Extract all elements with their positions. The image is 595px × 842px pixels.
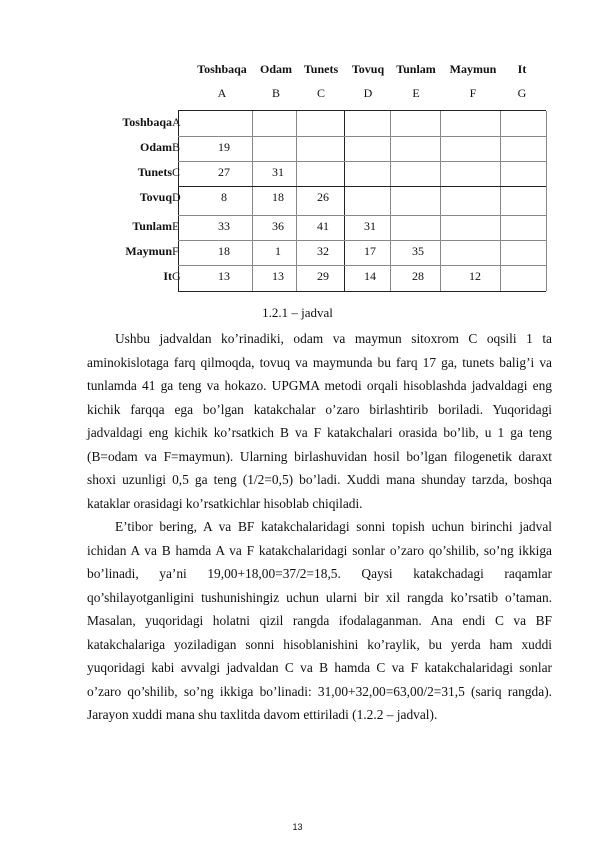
row-letter: B <box>172 140 181 154</box>
grid-line <box>252 111 253 291</box>
matrix-cell: 28 <box>412 269 424 283</box>
row-header <box>100 135 200 160</box>
row-name: It <box>163 269 172 283</box>
matrix-cell: 19 <box>218 140 230 154</box>
body-text <box>87 327 552 727</box>
column-letter: G <box>517 86 527 100</box>
row-name: Maymun <box>125 244 172 258</box>
matrix-cell: 41 <box>317 219 329 233</box>
matrix-cell: 14 <box>364 269 376 283</box>
table-caption: 1.2.1 – jadval <box>262 305 333 320</box>
grid-line <box>390 111 391 291</box>
row-name: Tunets <box>137 165 172 179</box>
row-letter: C <box>172 165 181 179</box>
row-letter: E <box>172 219 180 233</box>
column-letter: D <box>363 86 373 100</box>
row-header <box>100 264 200 289</box>
row-name: Tovuq <box>139 190 172 204</box>
row-letter: A <box>172 115 181 129</box>
matrix-cell: 27 <box>218 165 230 179</box>
matrix-cell: 8 <box>221 190 227 204</box>
grid-line <box>546 111 547 291</box>
matrix-cell: 31 <box>272 165 284 179</box>
matrix-cell: 35 <box>412 244 424 258</box>
row-name: Toshbaqa <box>122 115 172 129</box>
column-name: Maymun <box>449 62 497 76</box>
row-name: Tunlam <box>132 219 172 233</box>
matrix-cell: 13 <box>218 269 230 283</box>
row-name: Odam <box>139 140 172 154</box>
column-header <box>492 62 552 100</box>
column-name: Tovuq <box>351 62 385 76</box>
grid-line <box>440 111 441 291</box>
row-header <box>100 214 200 239</box>
column-header <box>192 62 252 100</box>
row-header <box>100 110 200 135</box>
column-name: Toshbaqa <box>197 62 247 76</box>
matrix-cell: 33 <box>218 219 230 233</box>
row-letter: D <box>172 190 181 204</box>
row-letter: F <box>172 244 179 258</box>
matrix-cell: 29 <box>317 269 329 283</box>
matrix-cell: 31 <box>364 219 376 233</box>
column-letter: E <box>412 86 420 100</box>
matrix-cell: 36 <box>272 219 284 233</box>
matrix-cell: 17 <box>364 244 376 258</box>
column-name: Tunets <box>303 62 339 76</box>
row-header <box>100 160 200 185</box>
row-header <box>100 239 200 264</box>
matrix-cell: 12 <box>469 269 481 283</box>
paragraph-2: E’tibor bering, A va BF katakchalaridagi sonni topish uchun birinchi jadval ichidan A va B hamda A va F katakchalaridagi sonlar o’zaro qo’shilib, so’ng ikkiga bo’linadi, ya’ni 19,00+18,00=37/2=18,5. Qaysi katakchadagi raqamlar qo’shilayotganligini tushunishingiz uchun ularni bir xil rangda ko’rsatib o’taman. Masalan, yuqoridagi holatni qizil rangda ifodalaganman. Ana endi C va BF katakchalariga yoziladigan sonni hisoblanishini ko’raylik, bu yerda ham xuddi yuqoridagi kabi avvalgi jadvaldan C va B hamda C va F katakchalaridagi sonlar o’zaro qo’shilib, so’ng ikkiga bo’linadi: 31,00+32,00=63,00/2=31,5 (sariq rangda). Jarayon xuddi mana shu taxlitda davom ettiriladi (1.2.2 – jadval). <box>87 519 552 722</box>
column-letter: A <box>217 86 227 100</box>
matrix-cell: 26 <box>317 190 329 204</box>
column-letter: C <box>316 86 325 100</box>
grid-line <box>500 111 501 291</box>
matrix-cell: 18 <box>272 190 284 204</box>
row-header <box>100 185 200 210</box>
paragraph-1: Ushbu jadvaldan ko’rinadiki, odam va maymun sitoxrom C oqsili 1 ta aminokislotaga farq qilmoqda, tovuq va maymunda bu farq 17 ga, tunets balig’i va tunlamda 41 ga teng va hokazo. UPGMA metodi orqali hisoblashda jadvaldagi eng kichik farqqa ega bo’lgan katakchalar o’zaro birlashtirib boriladi. Yuqoridagi jadvaldagi eng kichik ko’rsatkich B va F katakchalari orasida bo’lib, u 1 ga teng (B=odam va F=maymun). Ularning birlashuvidan hosil bo’lgan filogenetik daraxt shoxi uzunligi 0,5 ga teng (1/2=0,5) bo’ladi. Xuddi mana shunday tarzda, boshqa kataklar orasidagi ko’rsatkichlar hisoblab chiqiladi. <box>87 331 552 511</box>
column-letter: B <box>271 86 280 100</box>
matrix-cell: 13 <box>272 269 284 283</box>
column-name: It <box>517 62 527 76</box>
matrix-cell: 18 <box>218 244 230 258</box>
matrix-cell: 32 <box>317 244 329 258</box>
row-letter: G <box>172 269 181 283</box>
column-name: Tunlam <box>396 62 436 76</box>
column-name: Odam <box>259 62 292 76</box>
column-letter: F <box>469 86 477 100</box>
matrix-cell: 1 <box>275 244 281 258</box>
grid-line <box>344 111 345 291</box>
column-header <box>386 62 446 100</box>
distance-matrix-table <box>100 58 552 294</box>
page-number: 13 <box>292 822 303 832</box>
